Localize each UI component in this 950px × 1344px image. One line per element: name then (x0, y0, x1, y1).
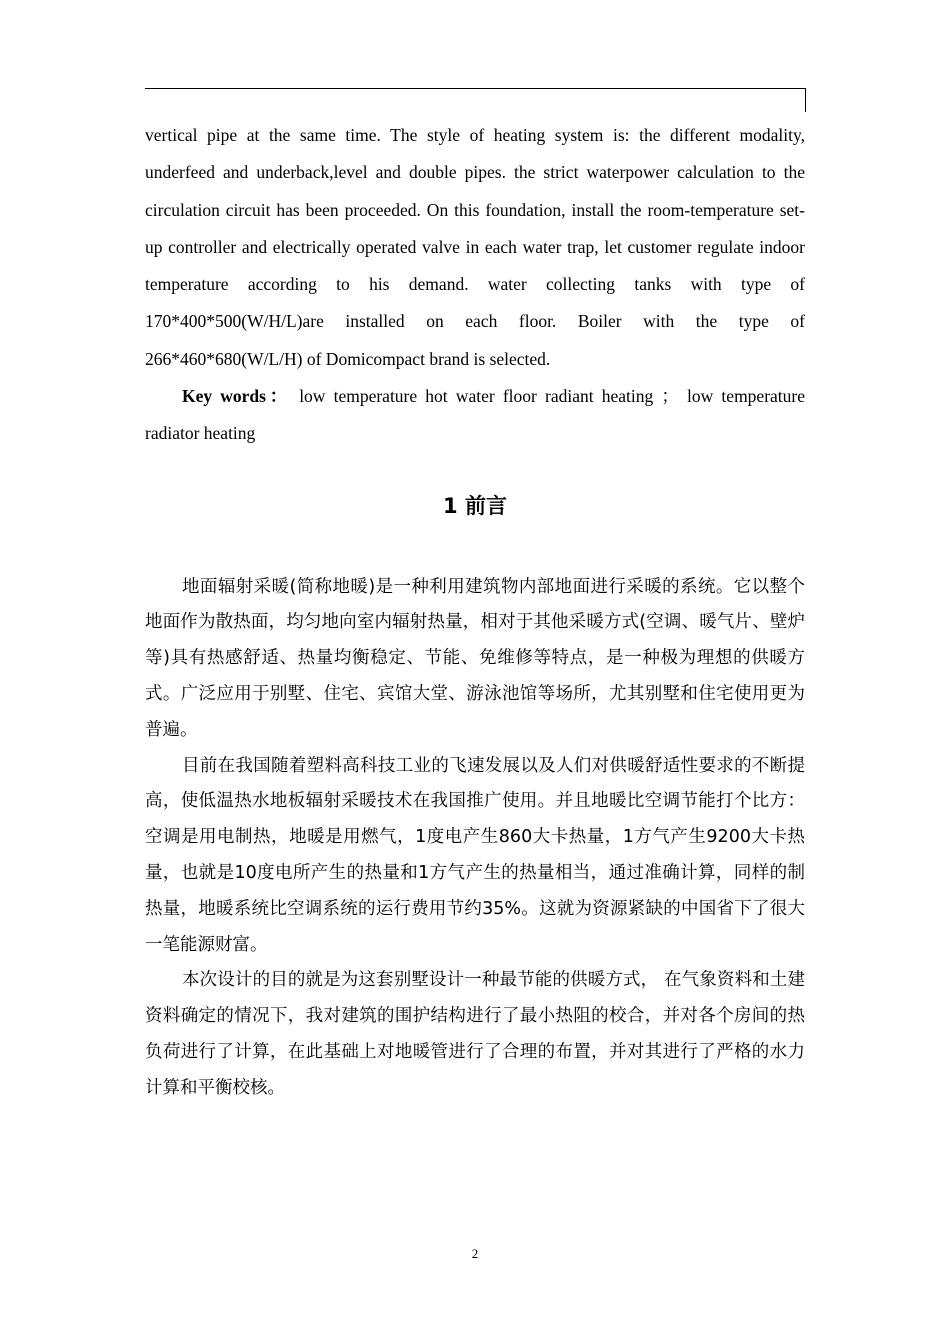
keywords-label: Key words： (182, 386, 292, 407)
keywords-text: low temperature hot water floor radiant heating ； low temperature radiator heating (145, 386, 805, 444)
paragraph-intro: 地面辐射采暖(简称地暖)是一种利用建筑物内部地面进行采暖的系统。它以整个地面作为散热面，均匀地向室内辐射热量，相对于其他采暖方式(空调、暖气片、壁炉等)具有热感舒适、热量均衡稳定、节能、免维修等特点，是一种极为理想的供暖方式。广泛应用于别墅、住宅、宾馆大堂、游泳池馆等场所，尤其别墅和住宅使用更为普遍。 (145, 576, 805, 740)
paragraph-design-purpose: 本次设计的目的就是为这套别墅设计一种最节能的供暖方式， 在气象资料和土建资料确定的情况下，我对建筑的围护结构进行了最小热阻的校合，并对各个房间的热负荷进行了计算，在此基础上对地暖管进行了合理的布置，并对其进行了严格的水力计算和平衡校核。 (145, 970, 805, 1098)
page-content (145, 117, 805, 1107)
keywords-paragraph (145, 378, 805, 453)
header-rule (145, 88, 805, 89)
page-number: 2 (471, 1246, 479, 1261)
header-rule-tick (805, 88, 806, 112)
paragraph-energy-saving: 目前在我国随着塑料高科技工业的飞速发展以及人们对供暖舒适性要求的不断提高，使低温热水地板辐射采暖技术在我国推广使用。并且地暖比空调节能打个比方：空调是用电制热，地暖是用燃气，1度电产生860大卡热量，1方气产生9200大卡热量，也就是10度电所产生的热量和1方气产生的热量相当，通过准确计算，同样的制热量，地暖系统比空调系统的运行费用节约35%。这就为资源紧缺的中国省下了很大一笔能源财富。 (145, 755, 805, 955)
section-body (145, 570, 805, 1107)
section-title: 1 前言 (443, 493, 507, 518)
abstract-continuation: vertical pipe at the same time. The style of heating system is: the different modality, underfeed and underback,level and double pipes. the strict waterpower calculation to the circulation circuit has been proceeded. On this foundation, install the room-temperature set-up controller and electrically operated valve in each water trap, let customer regulate indoor temperature according to his demand. water collecting tanks with type of 170*400*500(W/H/L)are installed on each floor. Boiler with the type of 266*460*680(W/L/H) of Domicompact brand is selected. (145, 125, 805, 369)
